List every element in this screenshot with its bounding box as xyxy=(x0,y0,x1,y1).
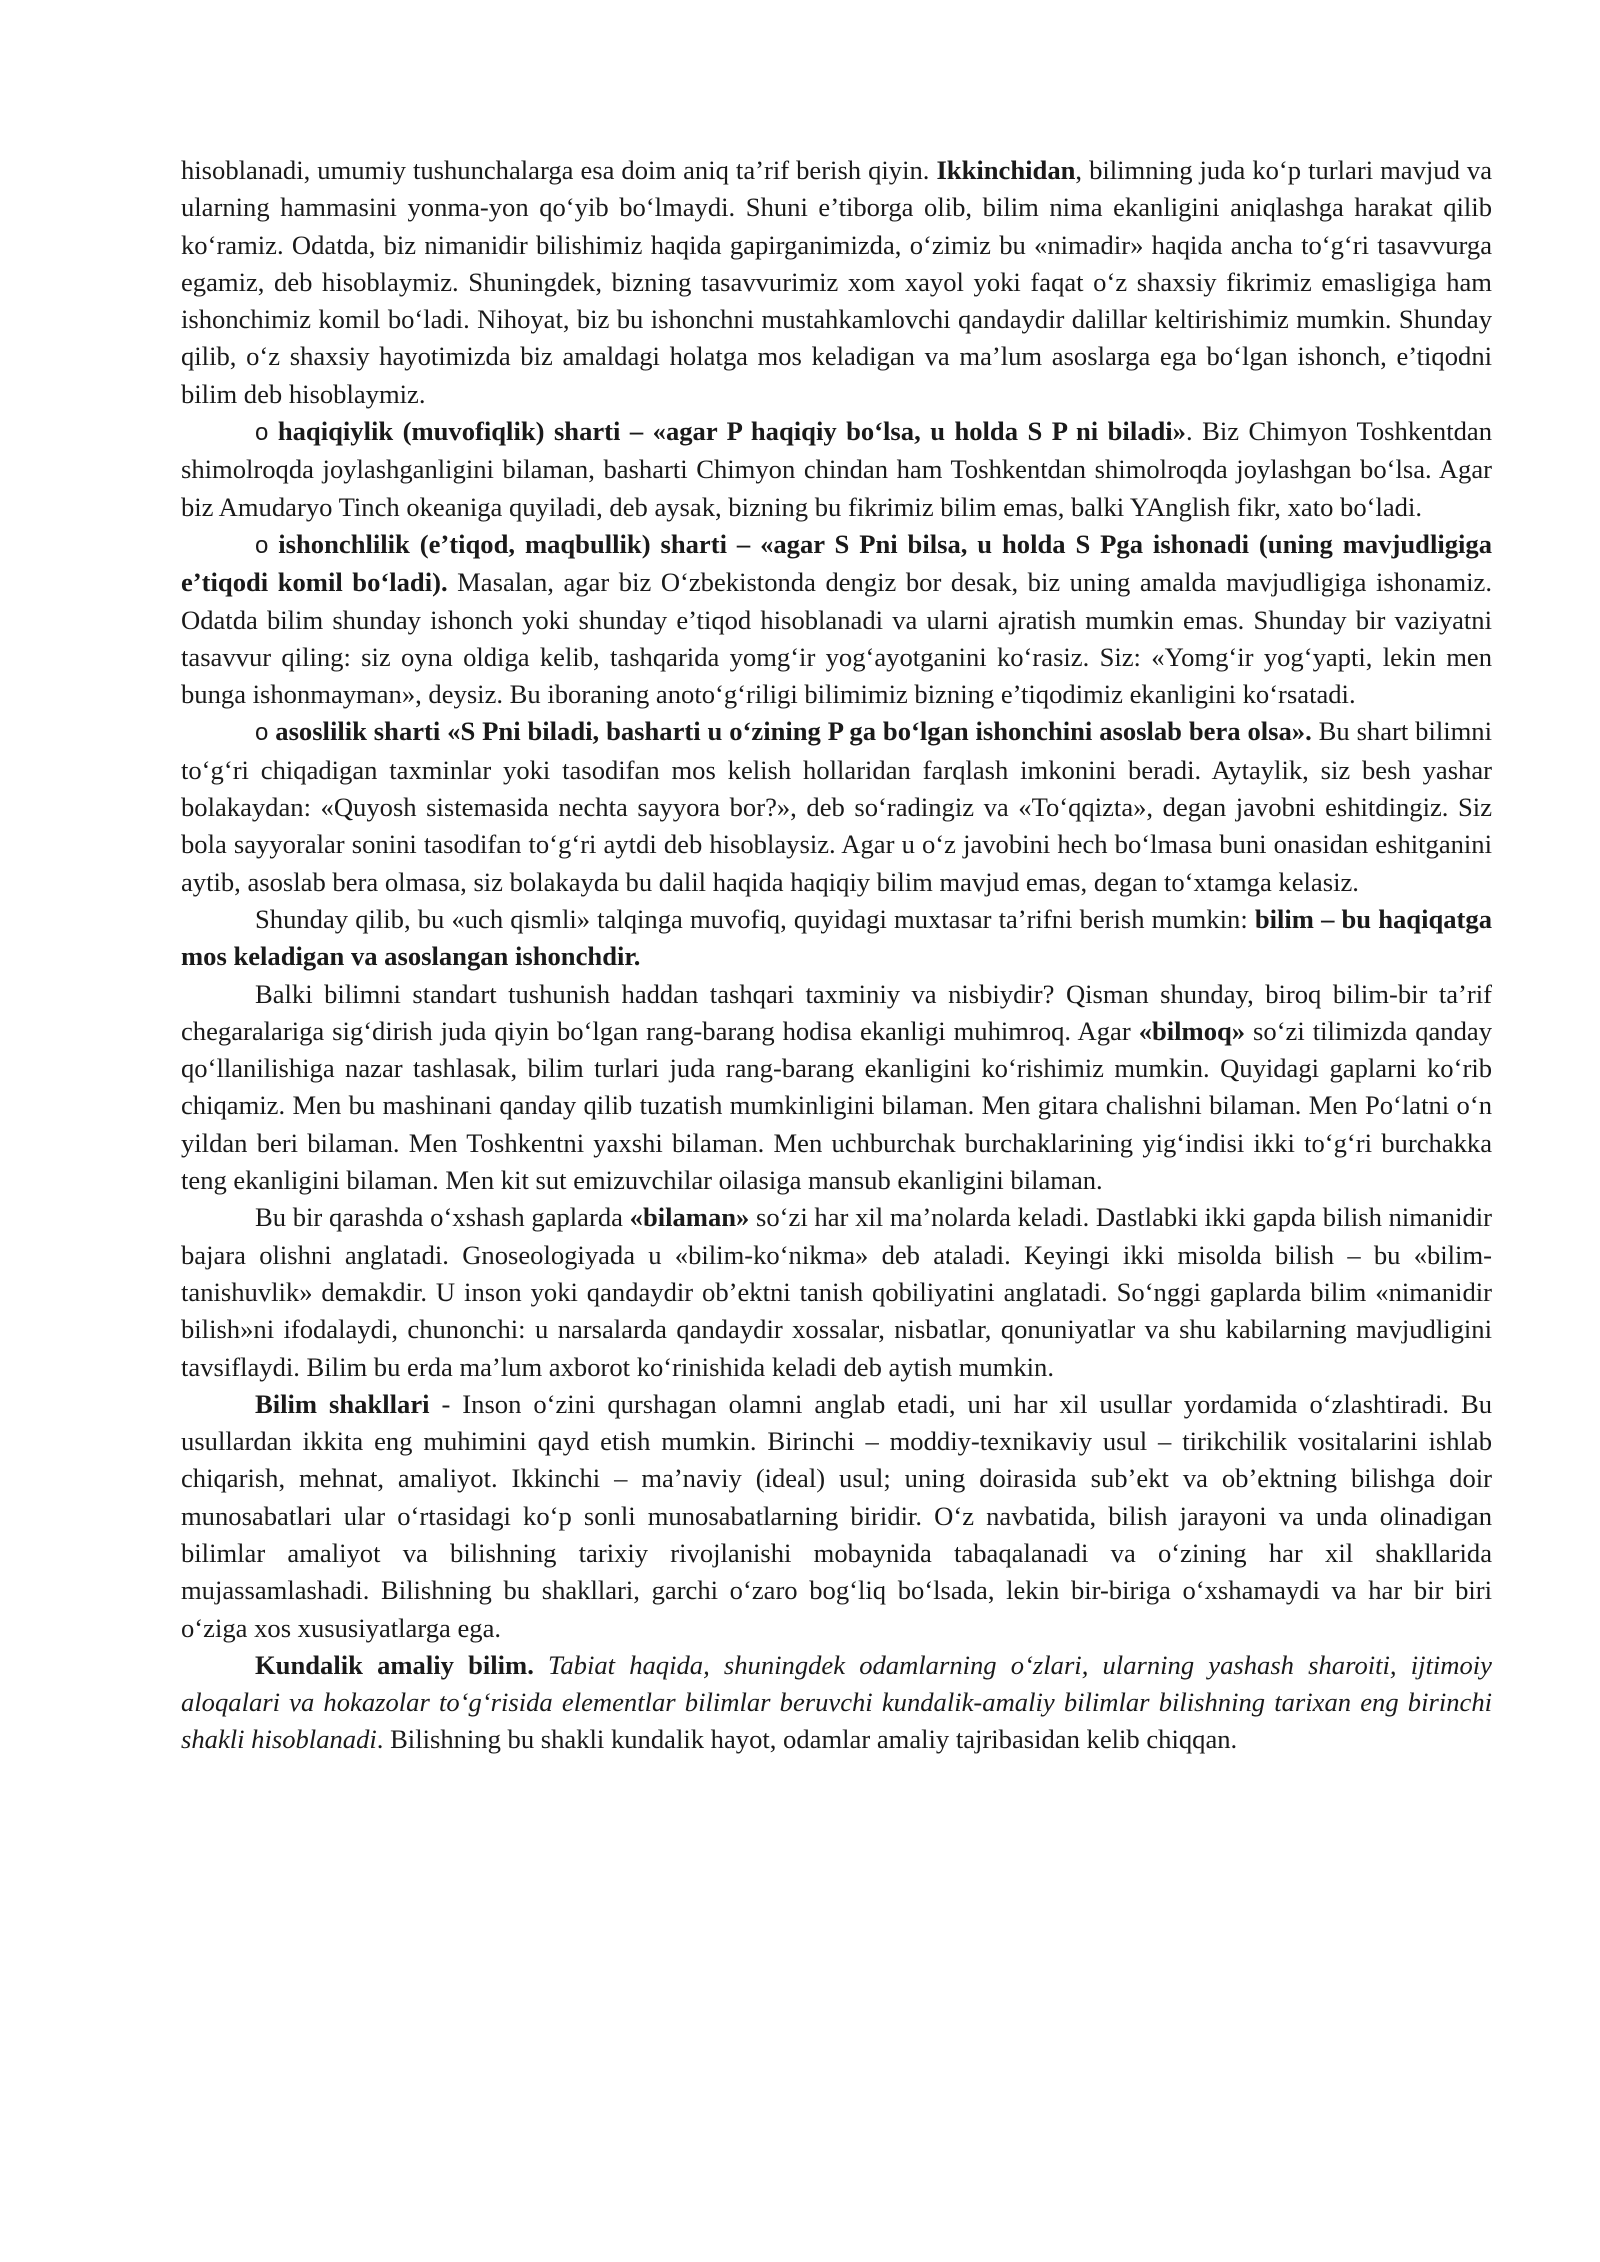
paragraph-4-run-2: asoslilik sharti «S Pni biladi, basharti u o‘zining P ga bo‘lgan ishonchini asoslab bera olsa». xyxy=(275,716,1312,747)
paragraph-9-run-2 xyxy=(534,1650,548,1680)
paragraph-6-run-1: Balki bilimni standart tushunish haddan tashqari taxminiy va nisbiydir? Qisman shunday, biroq bilim-bir ta’rif chegaralariga sig‘dirish juda qiyin bo‘lgan rang-barang hodisa ekanligi muhimroq. Agar xyxy=(181,978,1492,1046)
document-page xyxy=(181,152,1492,1759)
paragraph-1-run-1: hisoblanadi, umumiy tushunchalarga esa doim aniq ta’rif berish qiyin. xyxy=(181,155,937,185)
paragraph-8-run-1: Bilim shakllari xyxy=(255,1388,430,1419)
paragraph-9-everyday-knowledge xyxy=(181,1647,1492,1759)
paragraph-6-run-3: so‘zi tilimizda qanday qo‘llanilishiga nazar tashlasak, bilim turlari juda rang-barang ekanligini ko‘rishimiz mumkin. Quyidagi gaplarni ko‘rib chiqamiz. Men bu mashinani qanday qilib tuzatish mumkinligini bilaman. Men gitara chalishni bilaman. Men Po‘latni o‘n yildan beri bilaman. Men Toshkentni yaxshi bilaman. Men uchburchak burchaklarining yig‘indisi ikki to‘g‘ri burchakka teng ekanligini bilaman. Men kit sut emizuvchilar oilasiga mansub ekanligini bilaman. xyxy=(181,1015,1493,1196)
paragraph-8-forms-of-knowledge xyxy=(181,1386,1492,1647)
paragraph-9-run-3: Tabiat haqida, shuningdek odamlarning o‘zlari, ularning yashash sharoiti, ijtimoiy aloqalari va hokazolar to‘g‘risida elementlar bilimlar beruvchi kundalik-amaliy bilimlar bilishning tarixan eng birinchi shakli hisoblanadi xyxy=(181,1649,1492,1755)
bullet-circle-icon: o xyxy=(255,531,279,559)
paragraph-3-condition-belief xyxy=(181,526,1492,713)
paragraph-5-run-2: bilim – bu haqiqatga mos keladigan va asoslangan ishonchdir. xyxy=(181,903,1492,972)
paragraph-1-run-3: , bilimning juda ko‘p turlari mavjud va ularning hammasini yonma-yon qo‘yib bo‘lmaydi. Shuni e’tiborga olib, bilim nima ekanligini aniqlashga harakat qilib ko‘ramiz. Odatda, biz nimanidir bilishimiz haqida gapirganimizda, o‘zimiz bu «nimadir» haqida ancha to‘g‘ri tasavvurga egamiz, deb hisoblaymiz. Shuningdek, bizning tasavvurimiz xom xayol yoki faqat o‘z shaxsiy fikrimiz emasligiga ham ishonchimiz komil bo‘ladi. Nihoyat, biz bu ishonchni mustahkamlovchi qandaydir dalillar keltirishimiz mumkin. Shunday qilib, o‘z shaxsiy hayotimizda biz amaldagi holatga mos keladigan va ma’lum asoslarga ega bo‘lgan ishonch, e’tiqodni bilim deb hisoblaymiz. xyxy=(181,155,1492,409)
paragraph-2-condition-truth xyxy=(181,413,1492,526)
paragraph-6 xyxy=(181,976,1492,1200)
bullet-circle-icon: o xyxy=(255,419,278,447)
paragraph-7-run-3: so‘zi har xil ma’nolarda keladi. Dastlabki ikki gapda bilish nimanidir bajara olishni anglatadi. Gnoseologiyada u «bilim-ko‘nikma» deb ataladi. Keyingi ikki misolda bilish – bu «bilim-tanishuvlik» demakdir. U inson yoki qandaydir ob’ektni tanish qobiliyatini anglatadi. So‘nggi gaplarda bilim «nimanidir bilish»ni ifodalaydi, chunonchi: u narsalarda qandaydir xossalar, nisbatlar, qonuniyatlar va shu kabilarning mavjudligini tavsiflaydi. Bilim bu erda ma’lum axborot ko‘rinishida keladi deb aytish mumkin. xyxy=(181,1202,1492,1382)
paragraph-7-run-1: Bu bir qarashda o‘xshash gaplarda xyxy=(255,1202,630,1233)
paragraph-1 xyxy=(181,152,1492,413)
paragraph-9-run-4: . Bilishning bu shakli kundalik hayot, odamlar amaliy tajribasidan kelib chiqqan. xyxy=(376,1724,1238,1755)
paragraph-1-run-2: Ikkinchidan xyxy=(936,155,1076,185)
paragraph-3-run-2: ishonchlilik (e’tiqod, maqbullik) sharti – «agar S Pni bilsa, u holda S Pga ishonadi (uning mavjudligiga e’tiqodi komil bo‘ladi). xyxy=(181,528,1492,598)
paragraph-2-run-2: haqiqiylik (muvofiqlik) sharti – «agar P haqiqiy bo‘lsa, u holda S P ni biladi» xyxy=(277,416,1186,447)
paragraph-2-run-3: . Biz Chimyon Toshkentdan shimolroqda joylashganligini bilaman, basharti Chimyon chindan ham Toshkentdan shimolroqda joylashgan bo‘lsa. Agar biz Amudaryo Tinch okeaniga quyiladi, deb aysak, bizning bu fikrimiz bilim emas, balki YAnglish fikr, xato bo‘ladi. xyxy=(181,416,1493,522)
paragraph-4-condition-justification xyxy=(181,713,1492,900)
paragraph-7 xyxy=(181,1199,1492,1385)
bullet-circle-icon: o xyxy=(255,719,276,747)
paragraph-8-run-2: - Inson o‘zini qurshagan olamni anglab etadi, uni har xil usullar yordamida o‘zlashtiradi. Bu usullardan ikkita eng muhimini qayd etish mumkin. Birinchi – moddiy-texnikaviy usul – tirikchilik vositalarini ishlab chiqarish, mehnat, amaliyot. Ikkinchi – ma’naviy (ideal) usul; uning doirasida sub’ekt va ob’ektning bilishga doir munosabatlari ular o‘rtasidagi ko‘p sonli munosabatlarning biridir. O‘z navbatida, bilish jarayoni va unda olinadigan bilimlar amaliyot va bilishning tarixiy rivojlanishi mobaynida tabaqalanadi va o‘zining har xil shakllarida mujassamlashadi. Bilishning bu shakllari, garchi o‘zaro bog‘liq bo‘lsada, lekin bir-biriga o‘xshamaydi va har bir biri o‘ziga xos xususiyatlarga ega. xyxy=(181,1388,1492,1643)
paragraph-3-run-3: Masalan, agar biz O‘zbekistonda dengiz bor desak, biz uning amalda mavjudligiga ishonamiz. Odatda bilim shunday ishonch yoki shunday e’tiqod hisoblanadi va ularni ajratish mumkin emas. Shunday bir vaziyatni tasavvur qiling: siz oyna oldiga kelib, tashqarida yomg‘ir yog‘ayotganini ko‘rasiz. Siz: «Yomg‘ir yog‘yapti, lekin men bunga ishonmayman», deysiz. Bu iboraning anoto‘g‘riligi bilimimiz bizning e’tiqodimiz ekanligini ko‘rsatadi. xyxy=(181,567,1492,710)
paragraph-9-run-1: Kundalik amaliy bilim. xyxy=(255,1649,534,1680)
paragraph-7-run-2: «bilaman» xyxy=(629,1202,750,1233)
paragraph-6-run-2: «bilmoq» xyxy=(1138,1015,1246,1046)
paragraph-5-definition xyxy=(181,901,1492,976)
paragraph-5-run-1: Shunday qilib, bu «uch qismli» talqinga muvofiq, quyidagi muxtasar ta’rifni berish mumkin: xyxy=(255,903,1255,934)
paragraph-4-run-3: Bu shart bilimni to‘g‘ri chiqadigan taxminlar yoki tasodifan mos kelish hollaridan farqlash imkonini beradi. Aytaylik, siz besh yashar bolakaydan: «Quyosh sistemasida nechta sayyora bor?», deb so‘radingiz va «To‘qqizta», degan javobni eshitdingiz. Siz bola sayyoralar sonini tasodifan to‘g‘ri aytdi deb hisoblaysiz. Agar u o‘z javobini hech bo‘lmasa buni onasidan eshitganini aytib, asoslab bera olmasa, siz bolakayda bu dalil haqida haqiqiy bilim mavjud emas, degan to‘xtamga kelasiz. xyxy=(181,716,1492,897)
